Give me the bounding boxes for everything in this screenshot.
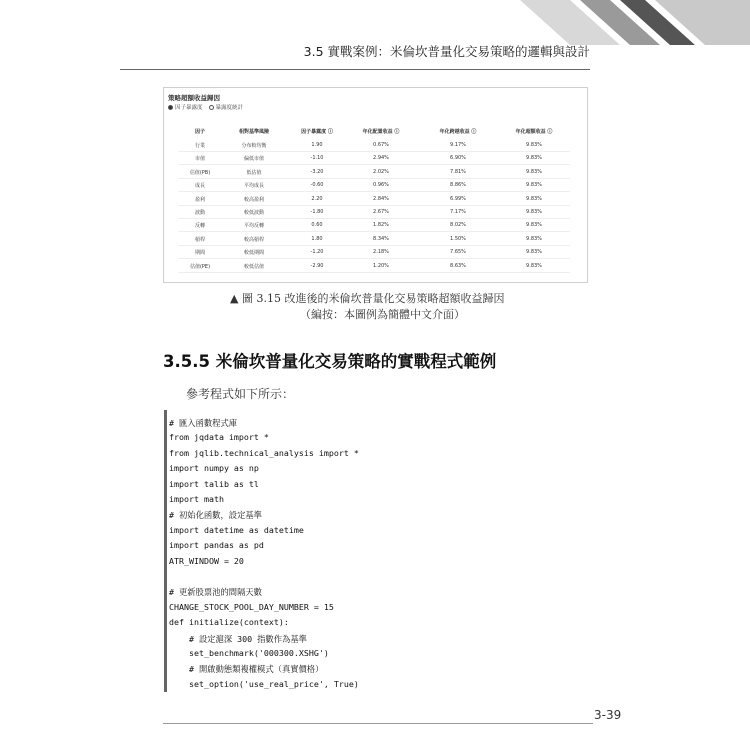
table-cell: 9.83% <box>526 235 542 242</box>
table-cell: 期間 <box>194 250 205 257</box>
table-cell: 估值(PE) <box>189 263 211 270</box>
table-cell: 2.94% <box>373 155 389 162</box>
radio-option-exposure[interactable] <box>168 103 203 111</box>
code-line: import numpy as np <box>169 463 259 474</box>
code-line: import math <box>169 494 224 504</box>
table-row-divider <box>178 231 570 232</box>
table-cell: 9.17% <box>450 142 466 148</box>
code-line: set_benchmark('000300.XSHG') <box>169 648 329 658</box>
code-line: # 設定滬深 300 指數作為基準 <box>169 633 307 644</box>
code-line: # 更新股票池的間隔天數 <box>169 587 262 598</box>
table-cell: -1.10 <box>310 155 324 162</box>
table-cell: 8.02% <box>450 222 466 229</box>
page-number: 3-39 <box>594 708 622 722</box>
table-cell: 9.83% <box>526 249 542 256</box>
table-cell: 2.67% <box>373 209 389 215</box>
column-header: 因子 <box>194 129 205 135</box>
table-cell: 6.90% <box>450 155 466 162</box>
table-cell: 偏低市值 <box>243 156 264 163</box>
table-cell: -0.60 <box>310 182 324 189</box>
code-line: from jqlib.technical_analysis import * <box>169 447 359 458</box>
table-cell: 1.82% <box>373 222 389 229</box>
table-cell: 估值(PB) <box>189 169 211 176</box>
running-header: 3.5 實戰案例：米倫坎普量化交易策略的邏輯與設計 <box>120 40 590 70</box>
table-cell: 反轉 <box>194 223 205 230</box>
code-line: # 匯入函數程式庫 <box>169 418 238 428</box>
table-row-divider <box>178 191 570 192</box>
table-cell: 7.81% <box>450 168 466 175</box>
table-cell: 成長 <box>194 183 205 190</box>
table-cell: 較低波動 <box>243 210 264 216</box>
table-cell: 低估值 <box>246 169 262 176</box>
table-row-divider <box>178 164 570 165</box>
radio-label: 暴露度統計 <box>215 105 244 111</box>
table-cell: 較高盈利 <box>243 196 264 203</box>
code-line: from jqdata import * <box>169 432 269 443</box>
table-cell: 1.50% <box>450 235 466 242</box>
footer-rule <box>163 723 593 724</box>
radio-unselected-icon <box>209 105 214 110</box>
table-cell: 1.90 <box>311 142 323 148</box>
section-intro: 參考程式如下所示： <box>186 387 295 401</box>
table-cell: 0.60 <box>311 222 323 229</box>
table-cell: 2.84% <box>373 195 389 202</box>
code-line: def initialize(context): <box>169 617 289 628</box>
figure-radio-group <box>168 103 243 111</box>
code-line: # 初始化函數，設定基準 <box>169 510 262 521</box>
code-line: import datetime as datetime <box>169 524 304 535</box>
table-cell: 6.99% <box>450 195 466 202</box>
table-cell: 9.83% <box>526 155 542 162</box>
column-header: 因子暴露度 ⓘ <box>301 129 333 135</box>
table-row-divider <box>178 205 570 206</box>
radio-selected-icon <box>168 105 173 110</box>
table-cell: 行業 <box>194 143 205 149</box>
code-line: import pandas as pd <box>169 540 264 551</box>
table-cell: 平均反轉 <box>243 223 264 230</box>
figure-caption: ▲ 圖 3.15 改進後的米倫坎普量化交易策略超額收益歸因 <box>230 292 505 305</box>
table-cell: 0.96% <box>373 182 389 189</box>
table-cell: 盈利 <box>194 196 205 203</box>
figure-panel-title: 策略超額收益歸因 <box>168 94 220 102</box>
table-cell: 9.83% <box>526 222 542 229</box>
table-cell: 較高槓桿 <box>243 236 264 243</box>
table-cell: -1.20 <box>310 249 324 256</box>
table-row-divider <box>178 245 570 246</box>
corner-stripes-decoration <box>510 0 750 45</box>
table-cell: 7.65% <box>450 249 466 256</box>
table-cell: 市值 <box>194 156 205 163</box>
table-row-divider <box>178 178 570 179</box>
table-cell: -3.20 <box>310 168 324 175</box>
column-header: 年化超額收益 ⓘ <box>515 129 553 135</box>
table-cell: 較低期間 <box>243 250 264 257</box>
code-line: CHANGE_STOCK_POOL_DAY_NUMBER = 15 <box>169 601 334 612</box>
table-cell: 7.17% <box>450 209 466 215</box>
table-row-divider <box>178 258 570 259</box>
table-cell: 9.83% <box>526 262 542 269</box>
radio-label: 因子暴露度 <box>175 105 203 111</box>
column-header: 年化配置收益 ⓘ <box>362 129 400 135</box>
table-cell: 槓桿 <box>194 236 205 243</box>
table-cell: -2.90 <box>310 262 324 269</box>
section-title: 3.5.5 米倫坎普量化交易策略的實戰程式範例 <box>163 352 497 371</box>
figure-caption-note: （編按：本圖例為簡體中文介面） <box>300 308 465 321</box>
table-cell: 2.18% <box>373 249 389 256</box>
code-line: import talib as tl <box>169 478 259 489</box>
table-cell: 8.63% <box>450 262 466 269</box>
table-cell: 9.83% <box>526 182 542 189</box>
table-cell: 2.02% <box>373 168 389 175</box>
table-cell: -1.80 <box>310 209 324 215</box>
table-row-divider <box>178 151 570 152</box>
table-cell: 分布較均衡 <box>241 143 267 149</box>
table-cell: 9.83% <box>526 209 542 215</box>
table-cell: 1.20% <box>373 262 389 269</box>
table-cell: 2.20 <box>311 195 323 202</box>
code-line: set_option('use_real_price', True) <box>169 678 359 689</box>
code-line: # 開啟動態類複權模式（真實價格） <box>169 664 324 675</box>
table-row-divider <box>178 272 570 273</box>
code-line: ATR_WINDOW = 20 <box>169 555 244 566</box>
table-cell: 0.67% <box>373 142 389 148</box>
table-cell: 8.34% <box>373 235 389 242</box>
table-cell: 波動 <box>194 210 205 216</box>
table-row-divider <box>178 218 570 219</box>
table-cell: 9.83% <box>526 142 542 148</box>
table-cell: 9.83% <box>526 195 542 202</box>
table-cell: 1.80 <box>311 235 323 242</box>
table-cell: 較低估值 <box>243 263 264 270</box>
radio-option-stats[interactable] <box>209 103 244 111</box>
column-header: 相對基準風險 <box>238 129 269 135</box>
table-cell: 9.83% <box>526 168 542 175</box>
column-header: 年化跨越收益 ⓘ <box>439 129 477 135</box>
table-cell: 平均成長 <box>243 183 264 190</box>
table-cell: 8.86% <box>450 182 466 189</box>
